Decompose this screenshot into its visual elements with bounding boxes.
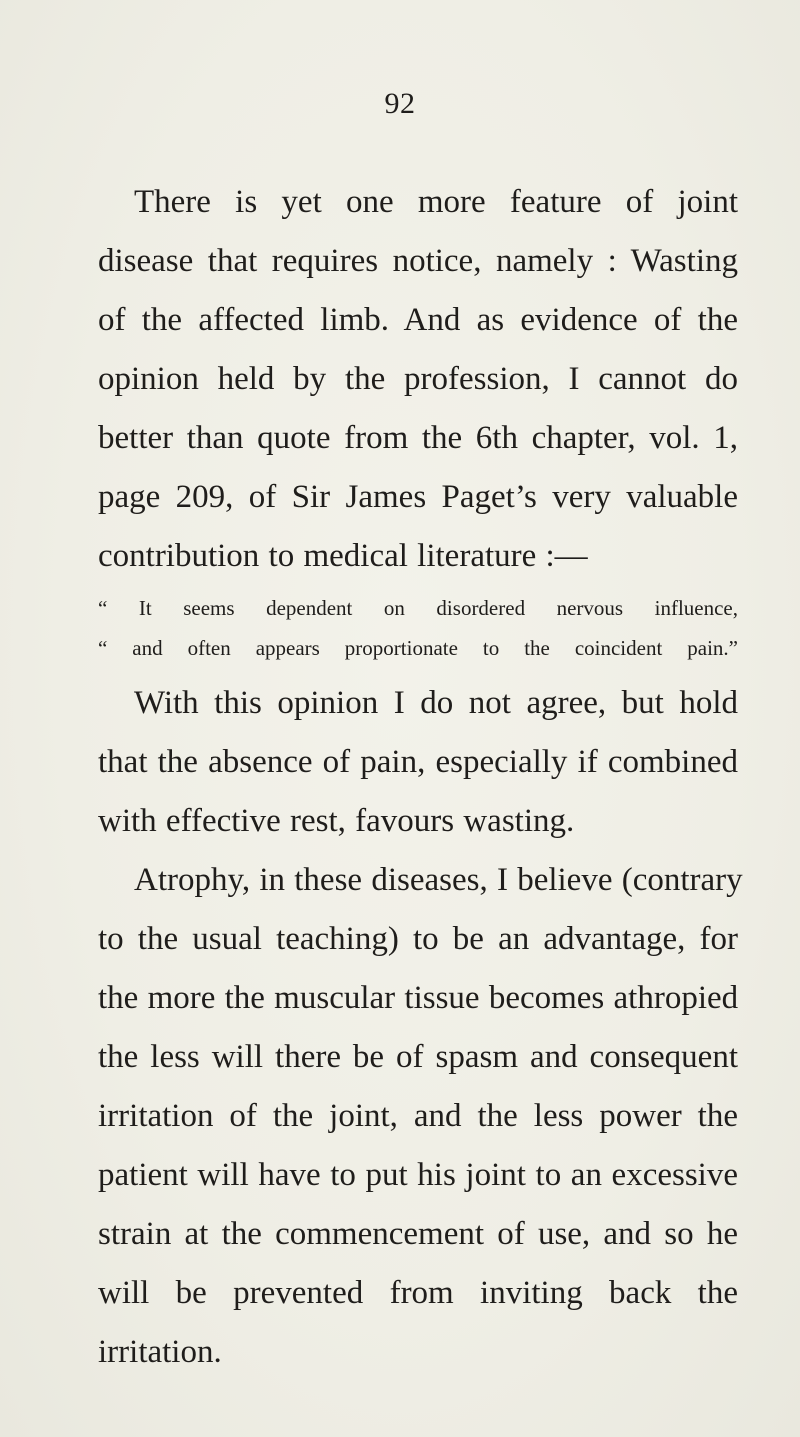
quote-line: “ and often appears proportionate to the coincident pain.” xyxy=(98,636,738,660)
text-line: to the usual teaching) to be an advantage, for xyxy=(98,921,738,957)
text-line: better than quote from the 6th chapter, vol. 1, xyxy=(98,420,738,456)
text-line: opinion held by the profession, I cannot do xyxy=(98,361,738,397)
text-line: patient will have to put his joint to an excessive xyxy=(98,1157,738,1193)
text-line: disease that requires notice, namely : Wasting xyxy=(98,243,738,279)
text-line: strain at the commencement of use, and so he xyxy=(98,1216,738,1252)
paragraph-disagreement xyxy=(98,674,738,851)
paragraph-wasting-intro xyxy=(98,173,738,586)
text-line: contribution to medical literature :— xyxy=(98,538,588,574)
page-number: 92 xyxy=(384,87,416,120)
text-line: of the affected limb. And as evidence of the xyxy=(98,302,738,338)
text-line: Atrophy, in these diseases, I believe (contrary xyxy=(134,862,743,898)
quote-line: “ It seems dependent on disordered nervous influence, xyxy=(98,596,738,620)
text-line: the less will there be of spasm and consequent xyxy=(98,1039,738,1075)
block-quote xyxy=(98,588,738,668)
text-line: will be prevented from inviting back the xyxy=(98,1275,738,1311)
text-line: With this opinion I do not agree, but hold xyxy=(134,685,738,721)
text-line: the more the muscular tissue becomes athropied xyxy=(98,980,739,1016)
text-line: that the absence of pain, especially if combined xyxy=(98,744,738,780)
text-line: There is yet one more feature of joint xyxy=(134,184,738,220)
text-line: page 209, of Sir James Paget’s very valuable xyxy=(98,479,738,515)
body-text xyxy=(98,173,743,1382)
text-line: irritation. xyxy=(98,1334,222,1370)
paragraph-atrophy xyxy=(98,851,743,1382)
text-line: with effective rest, favours wasting. xyxy=(98,803,575,839)
text-line: irritation of the joint, and the less power the xyxy=(98,1098,738,1134)
